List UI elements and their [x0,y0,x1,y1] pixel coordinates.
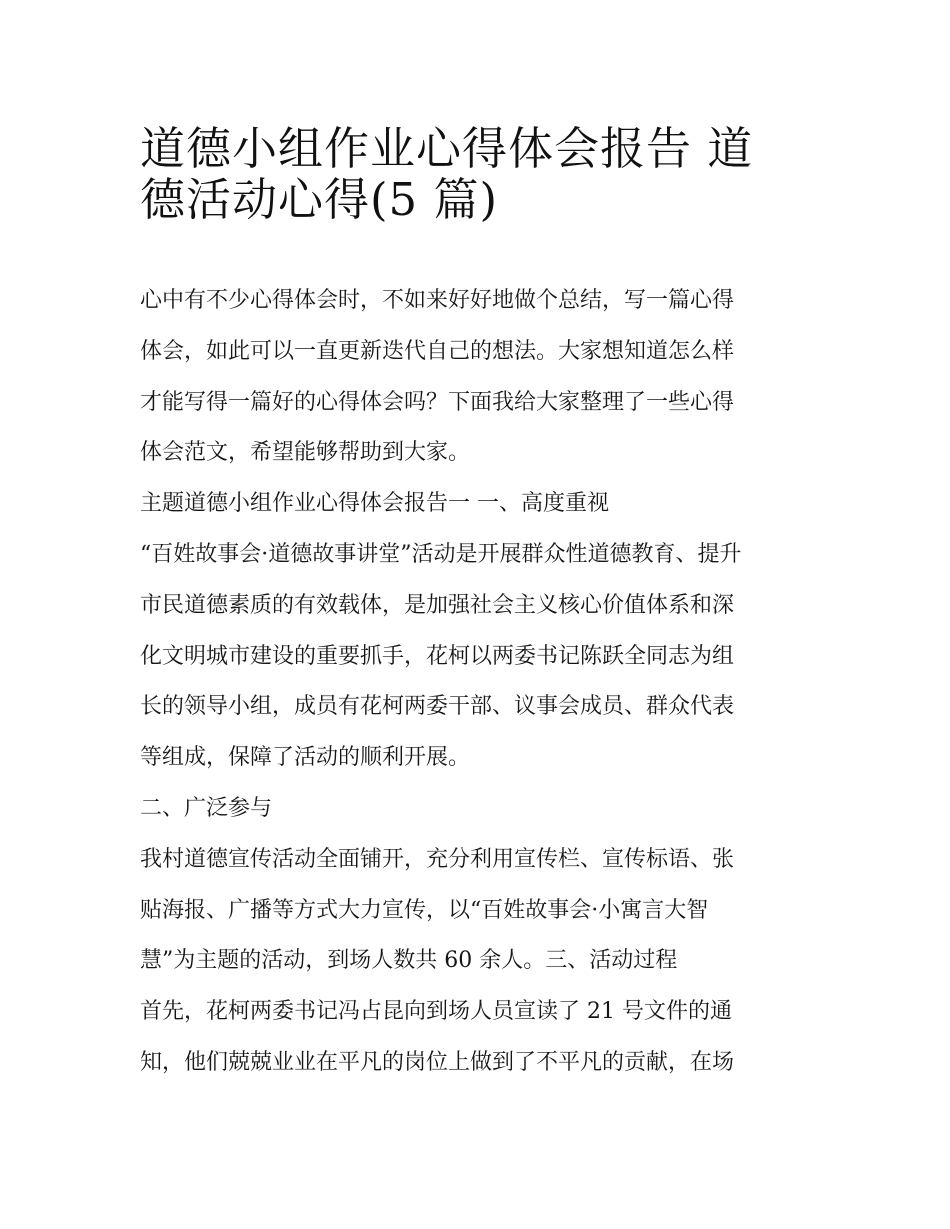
title-line: 道德小组作业心得体会报告 道 [140,122,754,175]
text-line: 才能写得一篇好的心得体会吗？下面我给大家整理了一些心得 [140,389,735,415]
text-line: 知，他们兢兢业业在平凡的岗位上做到了不平凡的贡献，在场 [140,1049,735,1075]
document-title [140,112,820,226]
body-paragraph [140,835,830,987]
body-paragraph [140,530,830,784]
text-line: 慧”为主题的活动，到场人数共 60 余人。三、活动过程 [140,948,678,974]
text-line: 二、广泛参与 [140,795,273,821]
text-line: 体会范文，希望能够帮助到大家。 [140,440,471,466]
text-line: “百姓故事会·道德故事讲堂”活动是开展群众性道德教育、提升 [140,541,742,567]
text-line: 主题道德小组作业心得体会报告一 一、高度重视 [140,491,609,517]
text-line: 体会，如此可以一直更新迭代自己的想法。大家想知道怎么样 [140,338,735,364]
text-line: 贴海报、广播等方式大力宣传，以“百姓故事会·小寓言大智 [140,897,709,923]
text-line: 市民道德素质的有效载体，是加强社会主义核心价值体系和深 [140,592,735,618]
section-heading [140,784,830,835]
text-line: 等组成，保障了活动的顺利开展。 [140,745,471,771]
text-line: 我村道德宣传活动全面铺开，充分利用宣传栏、宣传标语、张 [140,846,735,872]
title-line: 德活动心得(5 篇) [140,172,499,226]
text-line: 长的领导小组，成员有花柯两委干部、议事会成员、群众代表 [140,694,735,720]
text-line: 首先，花柯两委书记冯占昆向到场人员宣读了 21 号文件的通 [140,999,732,1025]
text-line: 心中有不少心得体会时，不如来好好地做个总结，写一篇心得 [140,288,735,313]
document-body [140,276,830,1089]
intro-paragraph [140,276,830,479]
text-line: 化文明城市建设的重要抓手，花柯以两委书记陈跃全同志为组 [140,643,735,669]
body-paragraph [140,987,830,1089]
section-heading [140,479,830,530]
